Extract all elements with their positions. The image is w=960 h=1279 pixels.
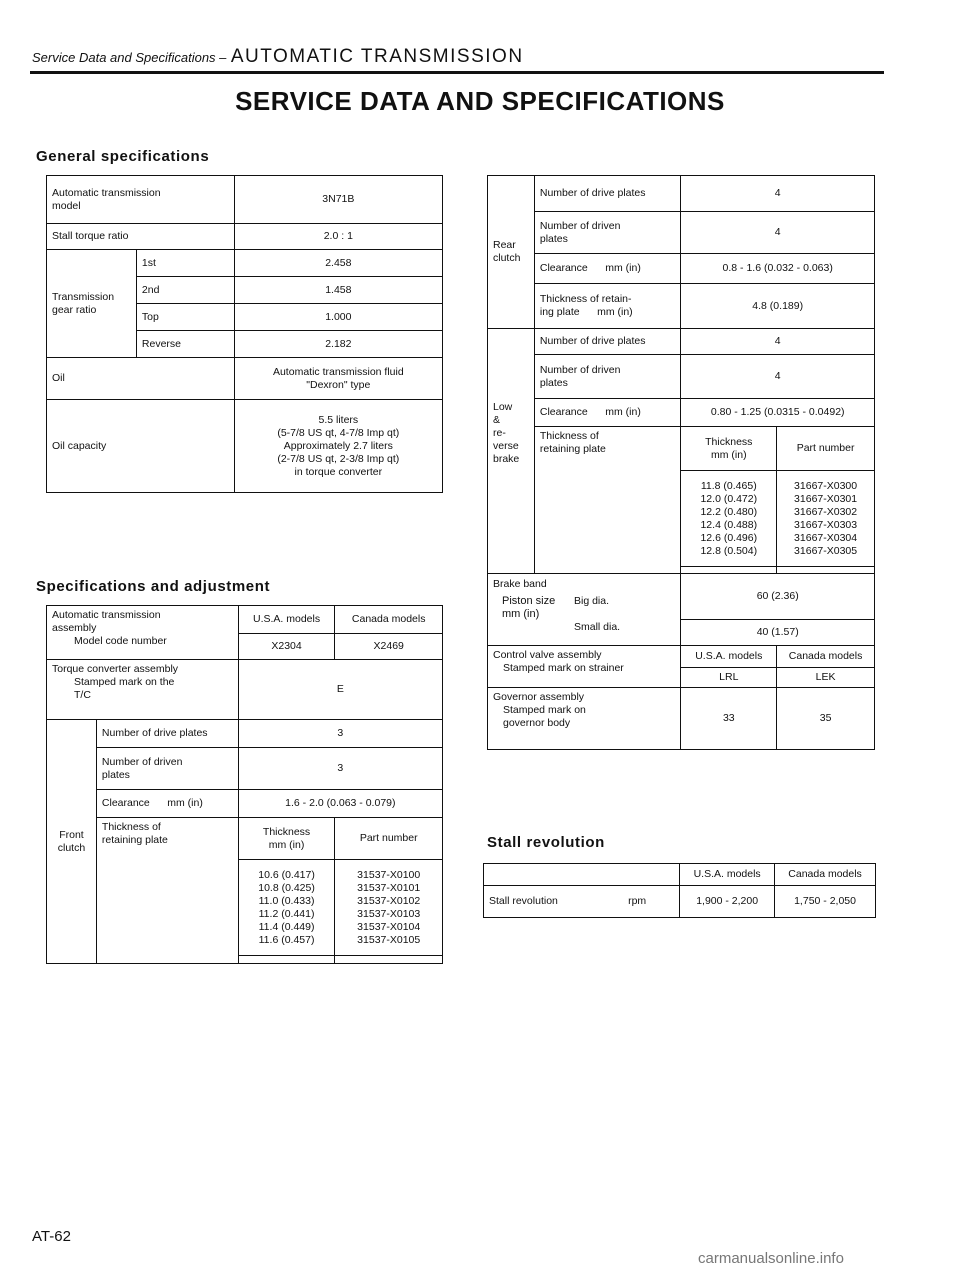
table-row — [47, 400, 443, 493]
fc-driven-plates-label: Number of driven plates — [96, 748, 238, 790]
table-row — [484, 886, 876, 918]
stall-label: Stall revolution — [489, 895, 558, 907]
big-dia-label: Big dia. — [574, 595, 610, 607]
lr-thickness-label: Thickness of retaining plate — [534, 427, 681, 574]
lr-driven-plates-label: Number of driven plates — [534, 355, 681, 399]
oil-value: Automatic transmission fluid "Dexron" type — [234, 358, 442, 400]
header-section-caps: AUTOMATIC TRANSMISSION — [230, 46, 524, 67]
header-section-italic: Service Data and Specifications – — [32, 50, 227, 65]
specs-adjustment-table — [46, 605, 443, 964]
governor-sub: Stamped mark on governor body — [503, 704, 586, 729]
table-row — [488, 399, 875, 427]
lr-spacer-cell — [777, 567, 875, 574]
brake-band-cell — [488, 574, 681, 646]
rc-drive-plates-label: Number of drive plates — [534, 176, 681, 212]
rc-thickness-label: Thickness of retain- ing plate mm (in) — [534, 284, 681, 329]
stall-empty-header — [484, 864, 680, 886]
stall-label-cell — [484, 886, 680, 918]
lr-driven-plates-value: 4 — [681, 355, 875, 399]
table-row — [488, 254, 875, 284]
tc-label: Torque converter assembly — [52, 663, 179, 675]
fc-drive-plates-label: Number of drive plates — [96, 720, 238, 748]
control-valve-sub: Stamped mark on strainer — [503, 662, 624, 674]
rear-clutch-label: Rear clutch — [488, 176, 535, 329]
table-row — [47, 748, 443, 790]
lr-part-header: Part number — [777, 427, 875, 471]
table-row — [47, 720, 443, 748]
canada-code: X2469 — [335, 634, 443, 660]
table-row — [488, 646, 875, 668]
cv-usa-header: U.S.A. models — [681, 646, 777, 668]
small-dia-value: 40 (1.57) — [681, 620, 875, 646]
page-title: SERVICE DATA AND SPECIFICATIONS — [235, 86, 725, 116]
table-row — [488, 329, 875, 355]
oil-label: Oil — [47, 358, 235, 400]
model-label: Automatic transmission model — [47, 176, 235, 224]
tc-sub-label: Stamped mark on the T/C — [74, 676, 175, 701]
fc-clearance-value: 1.6 - 2.0 (0.063 - 0.079) — [238, 790, 442, 818]
lr-clearance-value: 0.80 - 1.25 (0.0315 - 0.0492) — [681, 399, 875, 427]
oil-capacity-value: 5.5 liters (5-7/8 US qt, 4-7/8 Imp qt) Approximately 2.7 liters (2-7/8 US qt, 2-3/8 Imp qt) in torque converter — [234, 400, 442, 493]
assembly-label: Automatic transmission assembly — [52, 609, 161, 634]
gear-value: 2.182 — [234, 331, 442, 358]
table-row — [488, 284, 875, 329]
rc-drive-plates-value: 4 — [681, 176, 875, 212]
cv-usa-value: LRL — [681, 668, 777, 688]
gear-value: 2.458 — [234, 250, 442, 277]
piston-dia-labels — [574, 595, 680, 634]
fc-spacer-cell — [335, 956, 443, 964]
fc-clearance-label: Clearance mm (in) — [96, 790, 238, 818]
small-dia-label: Small dia. — [574, 621, 621, 633]
torque-converter-cell — [47, 660, 239, 720]
stall-unit: rpm — [628, 895, 647, 907]
low-reverse-brake-label: Low & re- verse brake — [488, 329, 535, 574]
table-row — [47, 818, 443, 860]
table-row — [488, 688, 875, 750]
table-row — [47, 790, 443, 818]
table-row — [484, 864, 876, 886]
table-row — [488, 574, 875, 620]
stall-usa-value: 1,900 - 2,200 — [680, 886, 775, 918]
tc-value: E — [238, 660, 442, 720]
specs-adjustment-heading: Specifications and adjustment — [36, 578, 271, 595]
model-code-label: Model code number — [74, 635, 167, 647]
fc-thickness-header: Thickness mm (in) — [238, 818, 335, 860]
lr-drive-plates-value: 4 — [681, 329, 875, 355]
stall-canada-value: 1,750 - 2,050 — [775, 886, 876, 918]
control-valve-cell — [488, 646, 681, 688]
rc-driven-plates-label: Number of driven plates — [534, 212, 681, 254]
piston-size-label: Piston size mm (in) — [502, 595, 556, 620]
control-valve-label: Control valve assembly — [493, 649, 602, 661]
gear-value: 1.458 — [234, 277, 442, 304]
fc-part-values: 31537-X0100 31537-X0101 31537-X0102 31537-X0103 31537-X0104 31537-X0105 — [335, 860, 443, 956]
table-row — [47, 224, 443, 250]
page-number: AT-62 — [32, 1228, 71, 1245]
table-row — [47, 358, 443, 400]
model-value: 3N71B — [234, 176, 442, 224]
lr-part-values: 31667-X0300 31667-X0301 31667-X0302 31667-X0303 31667-X0304 31667-X0305 — [777, 471, 875, 567]
table-row — [47, 660, 443, 720]
governor-canada-value: 35 — [777, 688, 875, 750]
stall-ratio-value: 2.0 : 1 — [234, 224, 442, 250]
brake-band-label: Brake band — [493, 578, 547, 590]
table-row — [47, 250, 443, 277]
gear-name: Reverse — [136, 331, 234, 358]
gear-name: Top — [136, 304, 234, 331]
stall-usa-header: U.S.A. models — [680, 864, 775, 886]
stall-revolution-table — [483, 863, 876, 918]
governor-usa-value: 33 — [681, 688, 777, 750]
fc-part-header: Part number — [335, 818, 443, 860]
usa-header: U.S.A. models — [238, 606, 335, 634]
rc-thickness-value: 4.8 (0.189) — [681, 284, 875, 329]
front-clutch-label: Front clutch — [47, 720, 97, 964]
cv-canada-value: LEK — [777, 668, 875, 688]
table-row — [47, 606, 443, 634]
cv-canada-header: Canada models — [777, 646, 875, 668]
lr-clearance-label: Clearance mm (in) — [534, 399, 681, 427]
lr-spacer-cell — [681, 567, 777, 574]
clutch-brake-table — [487, 175, 875, 750]
fc-thickness-label: Thickness of retaining plate — [96, 818, 238, 964]
table-row — [488, 355, 875, 399]
general-specs-table — [46, 175, 443, 493]
table-row — [488, 176, 875, 212]
table-row — [488, 212, 875, 254]
table-row — [488, 427, 875, 471]
governor-label: Governor assembly — [493, 691, 585, 703]
usa-code: X2304 — [238, 634, 335, 660]
governor-cell — [488, 688, 681, 750]
fc-driven-plates-value: 3 — [238, 748, 442, 790]
fc-spacer-cell — [238, 956, 335, 964]
watermark[interactable]: carmanualsonline.info — [698, 1250, 844, 1267]
table-row — [47, 176, 443, 224]
big-dia-value: 60 (2.36) — [681, 574, 875, 620]
rc-clearance-value: 0.8 - 1.6 (0.032 - 0.063) — [681, 254, 875, 284]
fc-drive-plates-value: 3 — [238, 720, 442, 748]
stall-ratio-label: Stall torque ratio — [47, 224, 235, 250]
header-rule — [30, 71, 884, 74]
stall-revolution-heading: Stall revolution — [487, 834, 605, 851]
gear-ratio-label: Transmission gear ratio — [47, 250, 137, 358]
lr-drive-plates-label: Number of drive plates — [534, 329, 681, 355]
rc-clearance-label: Clearance mm (in) — [534, 254, 681, 284]
fc-thickness-values: 10.6 (0.417) 10.8 (0.425) 11.0 (0.433) 11.2 (0.441) 11.4 (0.449) 11.6 (0.457) — [238, 860, 335, 956]
gear-name: 2nd — [136, 277, 234, 304]
lr-thickness-header: Thickness mm (in) — [681, 427, 777, 471]
gear-name: 1st — [136, 250, 234, 277]
assembly-cell — [47, 606, 239, 660]
general-specs-heading: General specifications — [36, 148, 210, 165]
brake-band-piston-group — [488, 591, 680, 634]
running-header — [32, 46, 524, 68]
stall-canada-header: Canada models — [775, 864, 876, 886]
canada-header: Canada models — [335, 606, 443, 634]
oil-capacity-label: Oil capacity — [47, 400, 235, 493]
gear-value: 1.000 — [234, 304, 442, 331]
lr-thickness-values: 11.8 (0.465) 12.0 (0.472) 12.2 (0.480) 12.4 (0.488) 12.6 (0.496) 12.8 (0.504) — [681, 471, 777, 567]
rc-driven-plates-value: 4 — [681, 212, 875, 254]
